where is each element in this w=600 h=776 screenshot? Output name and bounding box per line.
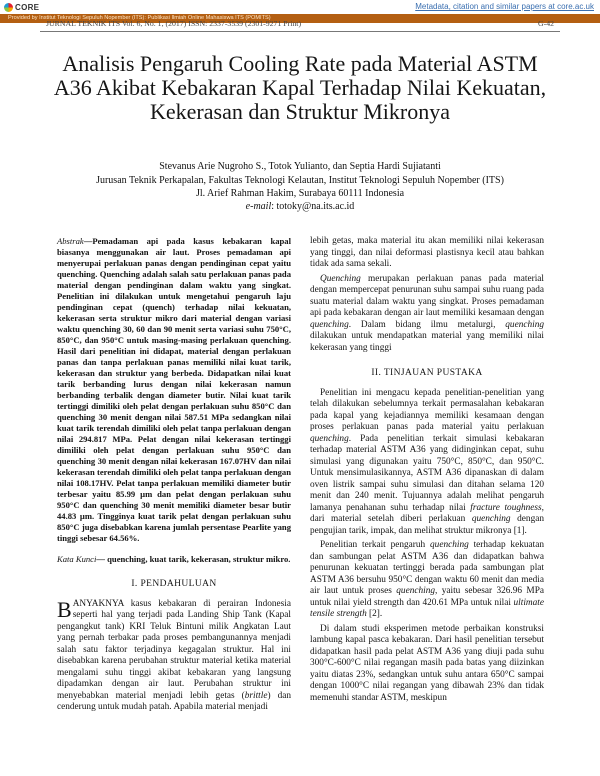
header-divider bbox=[40, 31, 560, 32]
right-column bbox=[310, 236, 544, 707]
review-paragraph-2 bbox=[310, 540, 544, 621]
page-number: G-42 bbox=[537, 19, 554, 28]
intro-emphasis: brittle bbox=[244, 690, 268, 701]
quenching-term-2: quenching bbox=[310, 319, 349, 330]
left-column bbox=[57, 236, 291, 717]
paper-address: Jl. Arief Rahman Hakim, Surabaya 60111 Indonesia bbox=[195, 188, 405, 199]
drop-cap: B bbox=[57, 596, 72, 622]
intro-text: kasus kebakaran di perairan Indonesia seperti hal yang terjadi pada Landing Ship Tank (Kapal pengangkut tank) KRI Teluk Bintuni milik Angkatan Laut yang pernah terbakar pada proses pembangunannya menjadi salah satu faktor terjadinya kegagalan struktur. Hal ini disebabkan karena perubahan struktur material ketika material mengalami suhu tinggi akibat kebakaran yang langsung dipadamkan dengan air laut. Perubahan struktur ini menyebabkan material menjadi lebih getas ( bbox=[57, 598, 291, 701]
core-banner bbox=[0, 0, 600, 14]
abstract bbox=[57, 236, 291, 544]
quenching-text-2: . Dalam bidang ilmu metalurgi, bbox=[348, 319, 506, 330]
review-paragraph-3: Di dalam studi eksperimen metode perbaikan konstruksi lambung kapal pasca kebakaran. Dari hasil penelitian tersebut didapatkan hasil pada pelat ASTM A36 yang diuji pada suhu 300°C-600°C nilai regangan masih pada batas yang diizinkan yaitu diatas 23%, sedangkan untuk suhu antara 650°C sampai dengan 1000°C nilai regangan yang dibawah 23% dan tidak memenuhi standar ASTM, meskipun bbox=[310, 623, 544, 703]
email-address[interactable]: : totoky@na.its.ac.id bbox=[271, 201, 355, 212]
abstract-label: Abstrak bbox=[57, 236, 84, 246]
review-1-em-2: fracture toughness bbox=[470, 502, 542, 513]
review-2-text-1: Penelitian terkait pengaruh bbox=[320, 540, 431, 550]
review-1-text-1: Penelitian ini mengacu kepada penelitian-penelitian yang telah dilakukan sebelumnya terkait permasalahan kebakaran pada kapal yang kejadiannya memiliki kesamaan dengan proses perlakuan panas pada material yaitu perlakuan bbox=[310, 387, 544, 432]
review-1-text-4: dengan pengujian tarik, impak, dan melihat struktur mikronya [1]. bbox=[310, 514, 544, 536]
review-1-em-1: quenching bbox=[310, 433, 349, 444]
keywords-text: — quenching, kuat tarik, kekerasan, struktur mikro. bbox=[96, 554, 291, 564]
review-1-em-3: quenching bbox=[471, 514, 511, 524]
review-2-em-1: quenching bbox=[430, 540, 469, 550]
core-logo-icon bbox=[4, 3, 13, 12]
intro-tail: ) dan cenderung untuk mudah patah. Apabila material menjadi bbox=[57, 690, 291, 712]
intro-lead-caps: ANYAKNYA bbox=[72, 598, 124, 609]
core-logo-text: CORE bbox=[15, 2, 40, 12]
review-1-text-2: . Pada penelitian terkait simulasi kebakaran terhadap material ASTM A36 yang didinginkan cepat, suhu simulasi yang digunakan yaitu 750°C, 850°C, dan 950°C. Untuk mensimulasikannya, ASTM A36 dipanaskan di dalam oven listrik sampai suhu simulasi dan ditahan selama 120 menit dan 240 menit. Tujuannya adalah melihat pengaruh lamanya penahanan suhu terhadap nilai bbox=[310, 433, 544, 513]
review-1-text-3: , dari material setelah diberi perlakuan bbox=[310, 502, 544, 524]
core-metadata-link[interactable]: Metadata, citation and similar papers at core.ac.uk bbox=[415, 2, 594, 11]
abstract-text: —Pemadaman api pada kasus kebakaran kapal biasanya menggunakan air laut. Proses pemadaman api menyerupai perlakuan panas dengan pendinginan cepat yaitu quenching. Quenching adalah salah satu perlakuan panas pada material dengan pendinginan dalam waktu yang singkat. Penelitian ini dilakukan untuk mengetahui pengaruh laju pendinginan cepat (quench) terhadap nilai kekuatan, kekerasan serta struktur mikro dari material dengan variasi waktu quenching 30, 60 dan 90 menit serta variasi suhu 750°C, 850°C, dan 950°C untuk masing-masing perlakuan quenching. Hasil dari penelitian ini didapat, material dengan perlakuan panas dan tanpa perlakuan panas memiliki nilai kuat tarik, kekerasan dan struktur yang berbeda. Didapatkan nilai kuat tarik berbanding lurus dengan nilai kekerasan namun berbanding terbalik dengan diameter butir. Nilai kuat tarik tertinggi dimiliki oleh pelat dengan perlakuan suhu 850°C dan quenching 30 menit dengan nilai 587.51 MPa sedangkan nilai kuat tarik terendah dimiliki oleh pelat tanpa perlakuan dengan nilai 294.817 MPa. Pelat dengan nilai kekerasan tertinggi dimiliki oleh pelat dengan perlakuan suhu 950°C dan quenching 30 menit dengan nilai kekerasan 167.07HV dan nilai kekerasan terendah dimiliki oleh pelat tanpa perlakuan dengan nilai 108.17HV. Pelat tanpa perlakuan memiliki diameter butir terbesar yaitu 85.99 µm dan pelat dengan perlakuan suhu 950°C dan quenching 30 menit memiliki diameter besar butir 44.83 µm. Tingginya kuat tarik pelat dengan perlakuan suhu 850°C juga disebabkan karena jumlah persentase Pearlite yang tinggi sebesar 64.56%. bbox=[57, 236, 291, 543]
keywords bbox=[57, 554, 291, 565]
paper-authors: Stevanus Arie Nugroho S., Totok Yulianto, dan Septia Hardi Sujiatanti bbox=[159, 161, 441, 172]
review-2-text-2: terhadap kekuatan dan sambungan pelat ASTM A36 dan didapatkan bahwa penurunan kekuatan tertinggi berada pada sambungan plat ASTM A36 bersuhu 950°C dengan waktu 60 menit dan media air laut untuk proses bbox=[310, 540, 544, 596]
review-2-text-3: , yaitu sebesar 326.96 MPa untuk nilai yield strength dan 420.61 MPa untuk nilai bbox=[310, 586, 544, 608]
keywords-label: Kata Kunci bbox=[57, 554, 97, 564]
provider-text[interactable]: Provided by Institut Teknologi Sepuluh Nopember (ITS): Publikasi Ilmiah Online Mahasiswa ITS (POMITS) bbox=[8, 15, 271, 21]
quenching-term: Quenching bbox=[320, 273, 361, 284]
intro-continued: lebih getas, maka material itu akan memiliki nilai kekerasan yang tinggi, dan nilai deformasi plastisnya kecil atau bahkan tidak ada sama sekali. bbox=[310, 236, 544, 269]
intro-paragraph bbox=[57, 596, 291, 714]
review-paragraph-1 bbox=[310, 388, 544, 538]
paper-title: Analisis Pengaruh Cooling Rate pada Material ASTM A36 Akibat Kebakaran Kapal Terhadap Nilai Kekuatan, Kekerasan dan Struktur Mikronya bbox=[53, 51, 547, 124]
quenching-text-3: dilakukan untuk mendapatkan material yang memiliki nilai kekerasan yang tinggi bbox=[310, 331, 544, 353]
journal-citation: JURNAL TEKNIK ITS Vol. 6, No. 1, (2017) ISSN: 2337-3539 (2301-9271 Print) bbox=[46, 19, 302, 28]
paper-email bbox=[40, 200, 560, 213]
quenching-paragraph bbox=[310, 274, 544, 355]
section-heading-pendahuluan: I. PENDAHULUAN bbox=[131, 579, 217, 589]
quenching-text-1: merupakan perlakuan panas pada material dengan mempercepat penurunan suhu sampai suhu ruang pada suatu material dalam waktu yang singkat. Proses pemadaman api pada kebakaran dengan air laut memiliki kesamaan dengan bbox=[310, 273, 544, 318]
paper-affiliation: Jurusan Teknik Perkapalan, Fakultas Teknologi Kelautan, Institut Teknologi Sepuluh Nopember (ITS) bbox=[96, 175, 504, 186]
email-label: e-mail bbox=[245, 201, 272, 212]
core-logo[interactable] bbox=[4, 1, 48, 13]
quenching-term-3: quenching bbox=[505, 319, 544, 330]
review-2-text-4: [2]. bbox=[366, 609, 383, 619]
review-2-em-2: quenching bbox=[396, 586, 435, 596]
section-heading-tinjauan: II. TINJAUAN PUSTAKA bbox=[371, 368, 483, 378]
review-2-em-3: ultimate tensile strength bbox=[310, 597, 544, 619]
